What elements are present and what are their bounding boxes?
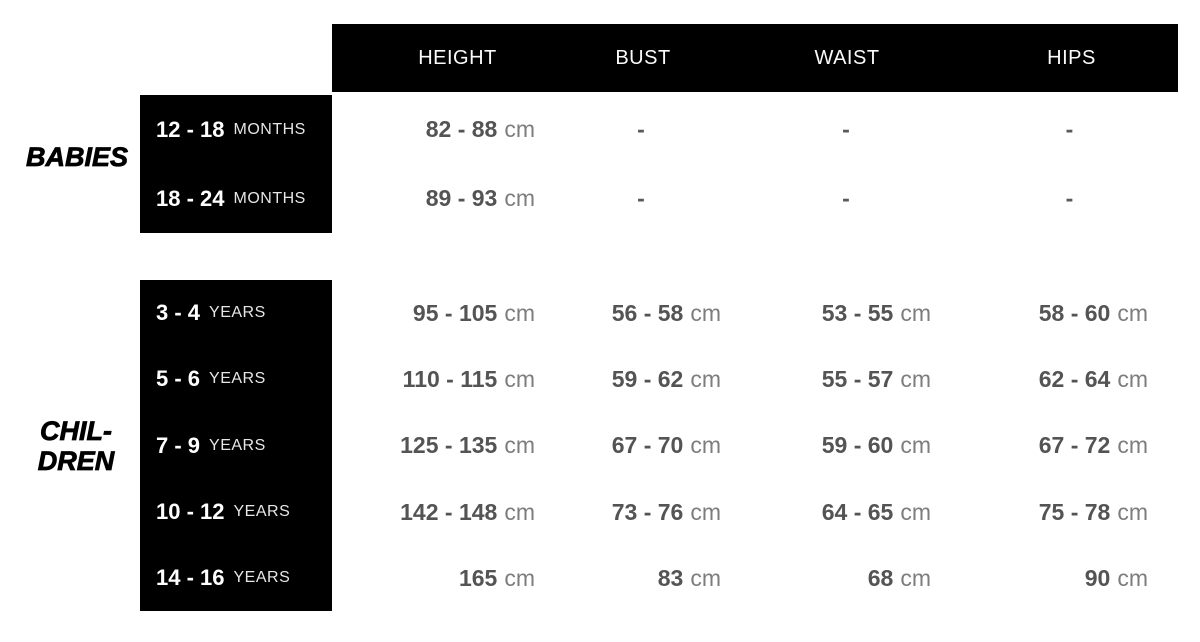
babies-age-box (140, 95, 332, 233)
measure-header-row (332, 24, 1178, 92)
cell-height (332, 300, 557, 327)
cell-waist (755, 565, 965, 592)
cell-value: 95 - 105 (412, 299, 498, 326)
cell-hips (965, 366, 1178, 393)
group-label-children (20, 416, 132, 476)
cell-value: 110 - 115 (402, 365, 498, 392)
age-range: 3 - 4 (156, 300, 201, 326)
cell-value: 73 - 76 (611, 498, 684, 525)
cell-height (332, 185, 557, 212)
cell-value: - (842, 185, 850, 211)
age-row-5-6-years (140, 346, 332, 412)
table-row-babies-18-24 (332, 164, 1178, 233)
cell-unit: cm (900, 564, 931, 591)
table-row-children-3-4 (332, 280, 1178, 346)
cell-bust (557, 300, 755, 327)
cell-height (332, 565, 557, 592)
age-row-7-9-years (140, 412, 332, 478)
cell-unit: cm (504, 299, 535, 326)
age-row-18-24-months (140, 164, 332, 233)
cell-bust (557, 499, 755, 526)
cell-value: - (637, 116, 645, 142)
age-range: 7 - 9 (156, 432, 201, 458)
cell-unit: cm (504, 116, 535, 142)
age-unit: YEARS (209, 436, 266, 454)
cell-unit: cm (504, 498, 535, 525)
cell-value: 75 - 78 (1038, 498, 1111, 525)
cell-hips (965, 499, 1178, 526)
cell-bust (557, 432, 755, 459)
cell-unit: cm (1117, 299, 1148, 326)
cell-waist (755, 499, 965, 526)
age-range: 12 - 18 (156, 116, 225, 142)
table-row-children-10-12 (332, 479, 1178, 545)
cell-waist (755, 185, 965, 212)
cell-height (332, 366, 557, 393)
cell-waist (755, 300, 965, 327)
cell-value: 55 - 57 (821, 365, 894, 392)
cell-bust (557, 366, 755, 393)
column-header-hips: HIPS (1047, 46, 1096, 69)
age-range: 5 - 6 (156, 366, 201, 392)
cell-value: 64 - 65 (821, 498, 894, 525)
cell-waist (755, 432, 965, 459)
cell-height (332, 499, 557, 526)
cell-value: 56 - 58 (611, 299, 684, 326)
age-unit: YEARS (209, 304, 266, 322)
age-row-14-16-years (140, 545, 332, 611)
table-row-children-5-6 (332, 346, 1178, 412)
cell-value: 59 - 60 (821, 431, 894, 458)
table-row-children-7-9 (332, 412, 1178, 478)
cell-hips (965, 565, 1178, 592)
cell-unit: cm (504, 564, 535, 591)
cell-value: 142 - 148 (400, 498, 498, 525)
cell-value: 67 - 70 (611, 431, 684, 458)
cell-unit: cm (900, 431, 931, 458)
cell-hips (965, 116, 1178, 143)
cell-value: 68 (867, 564, 894, 591)
cell-value: 53 - 55 (821, 299, 894, 326)
cell-value: 67 - 72 (1038, 431, 1111, 458)
age-unit: MONTHS (233, 189, 306, 207)
cell-height (332, 116, 557, 143)
cell-value: - (842, 116, 850, 142)
age-range: 18 - 24 (156, 185, 225, 211)
cell-waist (755, 366, 965, 393)
cell-unit: cm (1117, 498, 1148, 525)
cell-value: - (637, 185, 645, 211)
column-header-height: HEIGHT (418, 46, 497, 69)
cell-bust (557, 116, 755, 143)
cell-bust (557, 565, 755, 592)
cell-value: 83 (657, 564, 684, 591)
cell-unit: cm (900, 299, 931, 326)
cell-unit: cm (690, 498, 721, 525)
cell-height (332, 432, 557, 459)
age-unit: YEARS (209, 370, 266, 388)
cell-hips (965, 432, 1178, 459)
table-row-babies-12-18 (332, 95, 1178, 164)
cell-value: 125 - 135 (400, 431, 498, 458)
age-unit: YEARS (233, 502, 291, 520)
age-row-3-4-years (140, 280, 332, 346)
group-label-children-line1: CHIL- (40, 416, 112, 446)
cell-bust (557, 185, 755, 212)
cell-unit: cm (900, 365, 931, 392)
children-age-box (140, 280, 332, 611)
table-row-children-14-16 (332, 545, 1178, 611)
age-unit: YEARS (233, 568, 291, 586)
group-label-children-line2: DREN (37, 446, 115, 476)
cell-value: 59 - 62 (611, 365, 684, 392)
cell-waist (755, 116, 965, 143)
cell-unit: cm (690, 431, 721, 458)
age-row-12-18-months (140, 95, 332, 164)
cell-unit: cm (1117, 431, 1148, 458)
cell-unit: cm (1117, 564, 1148, 591)
cell-unit: cm (1117, 365, 1148, 392)
cell-unit: cm (504, 365, 535, 392)
cell-unit: cm (504, 431, 535, 458)
cell-value: 62 - 64 (1038, 365, 1111, 392)
cell-value: 58 - 60 (1038, 299, 1111, 326)
cell-hips (965, 300, 1178, 327)
cell-unit: cm (900, 498, 931, 525)
cell-value: 90 (1084, 564, 1111, 591)
cell-value: - (1065, 116, 1074, 142)
cell-unit: cm (690, 299, 721, 326)
cell-value: 82 - 88 (425, 116, 498, 142)
cell-unit: cm (690, 365, 721, 392)
cell-unit: cm (690, 564, 721, 591)
cell-value: 165 (458, 564, 498, 591)
cell-hips (965, 185, 1178, 212)
age-row-10-12-years (140, 479, 332, 545)
age-unit: MONTHS (233, 120, 306, 138)
cell-value: - (1065, 185, 1074, 211)
age-range: 10 - 12 (156, 498, 225, 524)
column-header-waist: WAIST (814, 46, 880, 69)
group-label-babies: BABIES (25, 142, 128, 172)
cell-value: 89 - 93 (425, 185, 498, 211)
age-range: 14 - 16 (156, 564, 225, 590)
cell-unit: cm (504, 185, 535, 211)
column-header-bust: BUST (615, 46, 671, 69)
